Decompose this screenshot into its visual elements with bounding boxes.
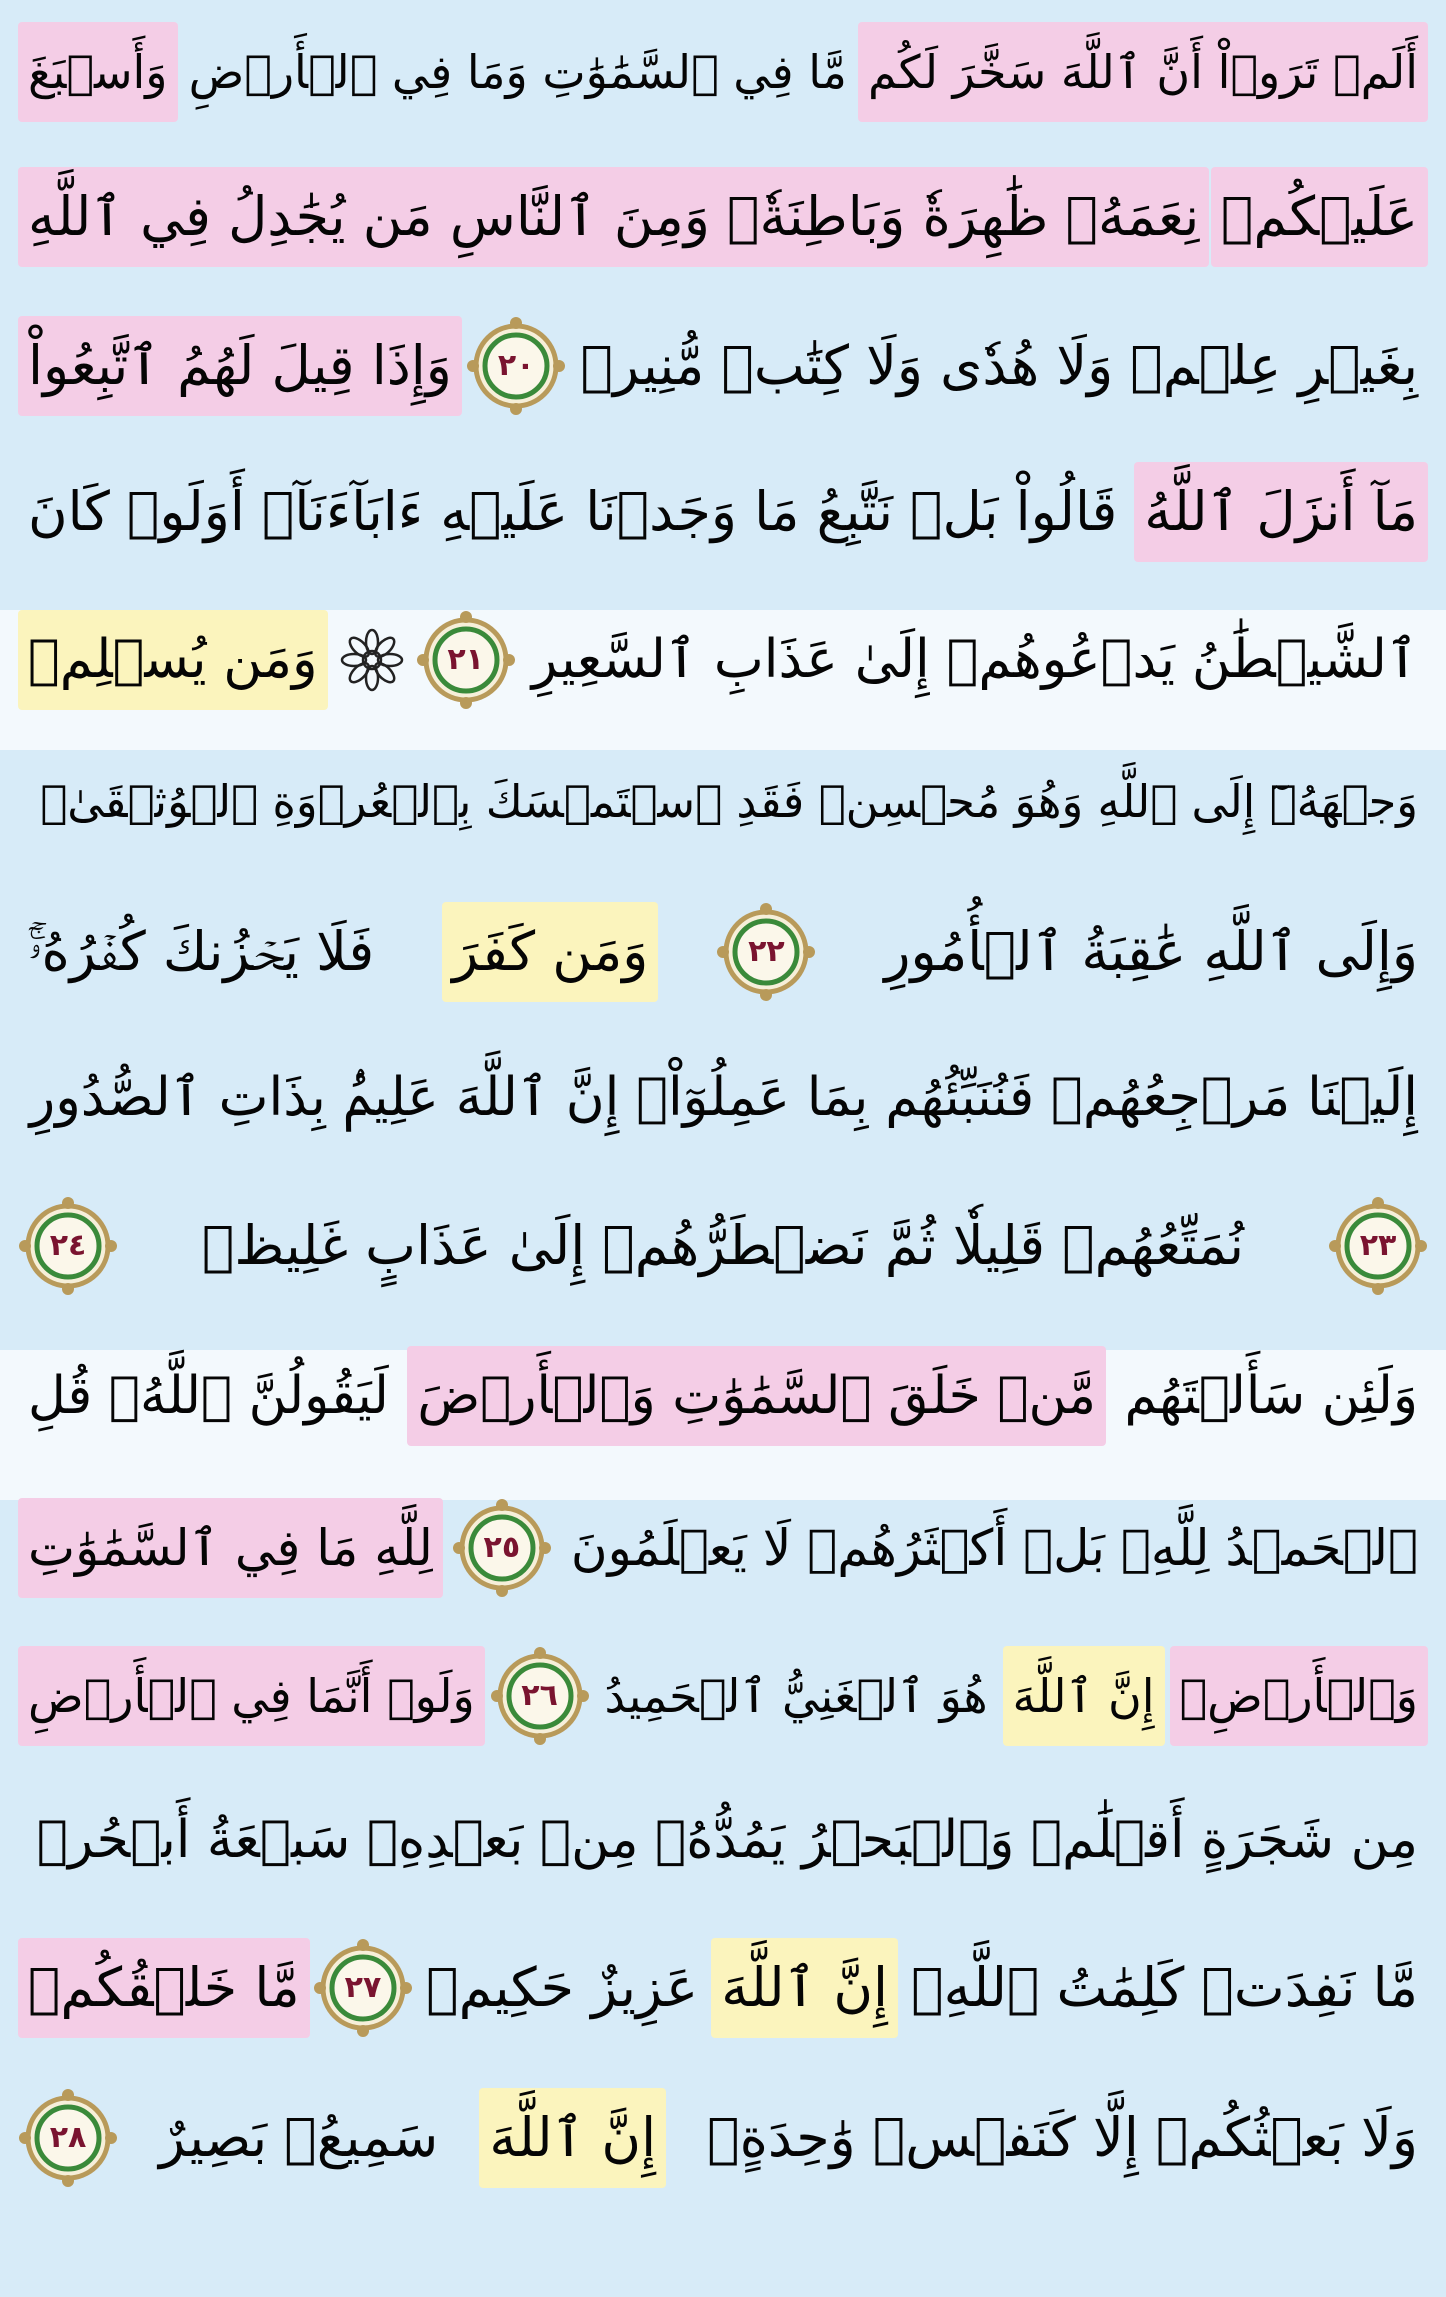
- verse-line: [18, 1196, 1428, 1296]
- verse-line: [18, 462, 1428, 562]
- verse-text: وَجۡهَهُۥٓ إِلَى ٱللَّهِ وَهُوَ مُحۡسِنٞ فَقَدِ ٱسۡتَمۡسَكَ بِٱلۡعُرۡوَةِ ٱلۡوُثۡقَىٰۗ: [40, 775, 1418, 828]
- verse-line: [18, 2088, 1428, 2188]
- verse-line: [18, 22, 1428, 122]
- verse-number-marker: [18, 1196, 118, 1296]
- hizb-star-icon: [334, 622, 410, 698]
- verse-line: [18, 1498, 1428, 1598]
- verse-number-marker: [466, 316, 566, 416]
- highlighted-verse-text: إِنَّ ٱللَّهَ: [1003, 1646, 1165, 1746]
- verse-number: ٢٨: [49, 2120, 87, 2155]
- verse-text: وَلَا بَعۡثُكُمۡ إِلَّا كَنَفۡسٖ وَٰحِدَةٍۗ: [707, 2106, 1418, 2169]
- highlighted-verse-text: إِنَّ ٱللَّهَ: [479, 2088, 666, 2188]
- verse-line: [18, 1048, 1428, 1148]
- verse-number: ٢٠: [497, 348, 535, 383]
- verse-text: وَلَئِن سَأَلۡتَهُم: [1124, 1366, 1418, 1426]
- verse-number-marker: [490, 1646, 590, 1746]
- verse-line: [18, 1938, 1428, 2038]
- verse-number-marker: [313, 1938, 413, 2038]
- highlighted-verse-text: مَآ أَنزَلَ ٱللَّهُ: [1134, 462, 1428, 562]
- verse-text: ٱلۡحَمۡدُ لِلَّهِۚ بَلۡ أَكۡثَرُهُمۡ لَا يَعۡلَمُونَ: [570, 1519, 1418, 1577]
- highlighted-verse-text: لِلَّهِ مَا فِي ٱلسَّمَٰوَٰتِ: [18, 1498, 443, 1598]
- verse-number-marker: [452, 1498, 552, 1598]
- highlighted-verse-text: مَّنۡ خَلَقَ ٱلسَّمَٰوَٰتِ وَٱلۡأَرۡضَ: [407, 1346, 1106, 1446]
- verse-text: ٱلشَّيۡطَٰنُ يَدۡعُوهُمۡ إِلَىٰ عَذَابِ ٱلسَّعِيرِ: [531, 629, 1418, 690]
- verse-text: بِغَيۡرِ عِلۡمٖ وَلَا هُدٗى وَلَا كِتَٰبٖ مُّنِيرٖ: [580, 334, 1418, 397]
- verse-line: [18, 902, 1428, 1002]
- verse-number: ٢٤: [49, 1228, 87, 1263]
- highlighted-verse-text: إِنَّ ٱللَّهَ: [711, 1938, 898, 2038]
- verse-number: ٢٦: [521, 1678, 558, 1713]
- verse-text: هُوَ ٱلۡغَنِيُّ ٱلۡحَمِيدُ: [604, 1669, 988, 1723]
- verse-line: [18, 1646, 1428, 1746]
- verse-line: [18, 1790, 1428, 1890]
- verse-text: قَالُواْ بَلۡ نَتَّبِعُ مَا وَجَدۡنَا عَلَيۡهِ ءَابَآءَنَآۚ أَوَلَوۡ كَانَ: [28, 480, 1118, 543]
- verse-text: فَلَا يَحۡزُنكَ كُفۡرُهُۥٓۚ: [28, 920, 375, 983]
- verse-number: ٢١: [447, 642, 484, 677]
- verse-text: نُمَتِّعُهُمۡ قَلِيلٗا ثُمَّ نَضۡطَرُّهُمۡ إِلَىٰ عَذَابٍ غَلِيظٖ: [201, 1214, 1245, 1277]
- highlighted-verse-text: وَأَسۡبَغَ: [18, 22, 178, 122]
- highlighted-verse-text: أَلَمۡ تَرَوۡاْ أَنَّ ٱللَّهَ سَخَّرَ لَكُم: [858, 22, 1428, 122]
- verse-line: [18, 610, 1428, 710]
- highlighted-verse-text: وَإِذَا قِيلَ لَهُمُ ٱتَّبِعُواْ: [18, 316, 462, 416]
- highlighted-verse-text: وَمَن كَفَرَ: [442, 902, 658, 1002]
- highlighted-verse-text: وَمَن يُسۡلِمۡ: [18, 610, 328, 710]
- hizb-star-icon: [334, 622, 410, 698]
- verse-number-marker: [18, 2088, 118, 2188]
- verse-line: [18, 752, 1428, 852]
- highlighted-verse-text: نِعَمَهُۥ ظَٰهِرَةٗ وَبَاطِنَةٗۗ وَمِنَ ٱلنَّاسِ مَن يُجَٰدِلُ فِي ٱللَّهِ: [18, 167, 1209, 267]
- verse-text: إِلَيۡنَا مَرۡجِعُهُمۡ فَنُنَبِّئُهُم بِمَا عَمِلُوٓاْۚ إِنَّ ٱللَّهَ عَلِيمُۢ بِذَاتِ ٱلصُّدُورِ: [29, 1067, 1418, 1128]
- verse-text: مَّا نَفِدَتۡ كَلِمَٰتُ ٱللَّهِۚ: [911, 1956, 1418, 2019]
- verse-number: ٢٧: [344, 1970, 382, 2005]
- verse-line: [18, 167, 1428, 267]
- verse-line: [18, 1346, 1428, 1446]
- verse-number-marker: [1328, 1196, 1428, 1296]
- verse-text: سَمِيعُۢ بَصِيرٌ: [159, 2106, 439, 2169]
- verse-number: ٢٣: [1359, 1228, 1397, 1263]
- verse-line: [18, 316, 1428, 416]
- verse-text: عَزِيزٌ حَكِيمٞ: [426, 1956, 699, 2019]
- verse-text: مَّا فِي ٱلسَّمَٰوَٰتِ وَمَا فِي ٱلۡأَرۡضِ: [188, 45, 847, 99]
- highlighted-verse-text: مَّا خَلۡقُكُمۡ: [18, 1938, 310, 2038]
- verse-number-marker: [416, 610, 516, 710]
- verse-number-marker: [716, 902, 816, 1002]
- highlighted-verse-text: وَٱلۡأَرۡضِۚ: [1170, 1646, 1429, 1746]
- highlighted-verse-text: عَلَيۡكُمۡ: [1211, 167, 1428, 267]
- verse-text: لَيَقُولُنَّ ٱللَّهُۚ قُلِ: [28, 1366, 389, 1426]
- verse-text: مِن شَجَرَةٍ أَقۡلَٰمٞ وَٱلۡبَحۡرُ يَمُدُّهُۥ مِنۢ بَعۡدِهِۦ سَبۡعَةُ أَبۡحُرٖ: [36, 1810, 1418, 1870]
- highlighted-verse-text: وَلَوۡ أَنَّمَا فِي ٱلۡأَرۡضِ: [18, 1646, 485, 1746]
- verse-number: ٢٢: [748, 934, 785, 969]
- verse-number: ٢٥: [483, 1530, 521, 1565]
- verse-text: وَإِلَى ٱللَّهِ عَٰقِبَةُ ٱلۡأُمُورِ: [884, 920, 1418, 983]
